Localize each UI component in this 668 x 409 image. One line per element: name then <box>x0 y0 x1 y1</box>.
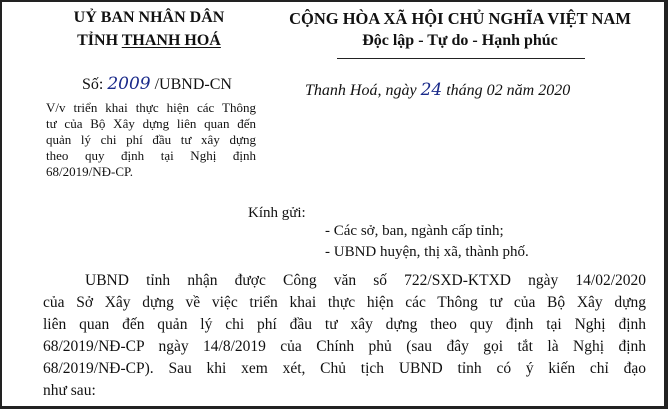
body-line: 68/2019/NĐ-CP ngày 14/8/2019 của Chính phủ (sau đây gọi tắt là Nghị định <box>43 338 646 355</box>
body-line: như sau: <box>43 382 96 399</box>
handwritten-day: 24 <box>420 80 443 100</box>
document-number <box>82 74 232 94</box>
recipient-item: - UBND huyện, thị xã, thành phố. <box>325 244 529 260</box>
subject-line: 68/2019/NĐ-CP. <box>46 164 134 179</box>
handwritten-number: 2009 <box>107 74 151 94</box>
province-prefix: TỈNH <box>77 32 122 49</box>
body-line: của Sở Xây dựng về việc triển khai thực hiện các Thông tư của Bộ Xây dựng <box>43 294 646 311</box>
subject-line: tư của Bộ Xây dựng liên quan đến <box>46 116 256 131</box>
body-paragraph <box>43 270 646 402</box>
place-date-suffix: tháng 02 năm 2020 <box>442 82 571 99</box>
motto-underline <box>337 58 585 59</box>
body-line: liên quan đến quản lý chi phí đầu tư xây dựng theo quy định tại Nghị định <box>43 316 646 333</box>
province-name: THANH HOÁ <box>121 32 221 49</box>
subject-line: quản lý chi phí đầu tư xây dựng <box>46 132 256 147</box>
recipient-item: - Các sở, ban, ngành cấp tỉnh; <box>325 223 504 239</box>
place-and-date <box>305 80 570 100</box>
number-suffix: /UBND-CN <box>150 76 232 93</box>
place-date-prefix: Thanh Hoá, ngày <box>305 82 421 99</box>
subject-line: theo quy định tại Nghị định <box>46 148 256 163</box>
issuing-org-line2 <box>64 32 234 50</box>
issuing-org-line1: UỶ BAN NHÂN DÂN <box>73 9 225 26</box>
national-title: CỘNG HÒA XÃ HỘI CHỦ NGHĨA VIỆT NAM <box>289 9 631 28</box>
subject-line: V/v triển khai thực hiện các Thông <box>46 100 256 115</box>
national-motto: Độc lập - Tự do - Hạnh phúc <box>362 32 558 49</box>
document-subject <box>46 100 256 180</box>
greeting: Kính gửi: <box>248 205 306 221</box>
body-line: 68/2019/NĐ-CP). Sau khi xem xét, Chủ tịch UBND tỉnh có ý kiến chỉ đạo <box>43 360 646 377</box>
body-line: UBND tỉnh nhận được Công văn số 722/SXD-KTXD ngày 14/02/2020 <box>85 272 646 289</box>
number-prefix: Số: <box>82 76 108 93</box>
